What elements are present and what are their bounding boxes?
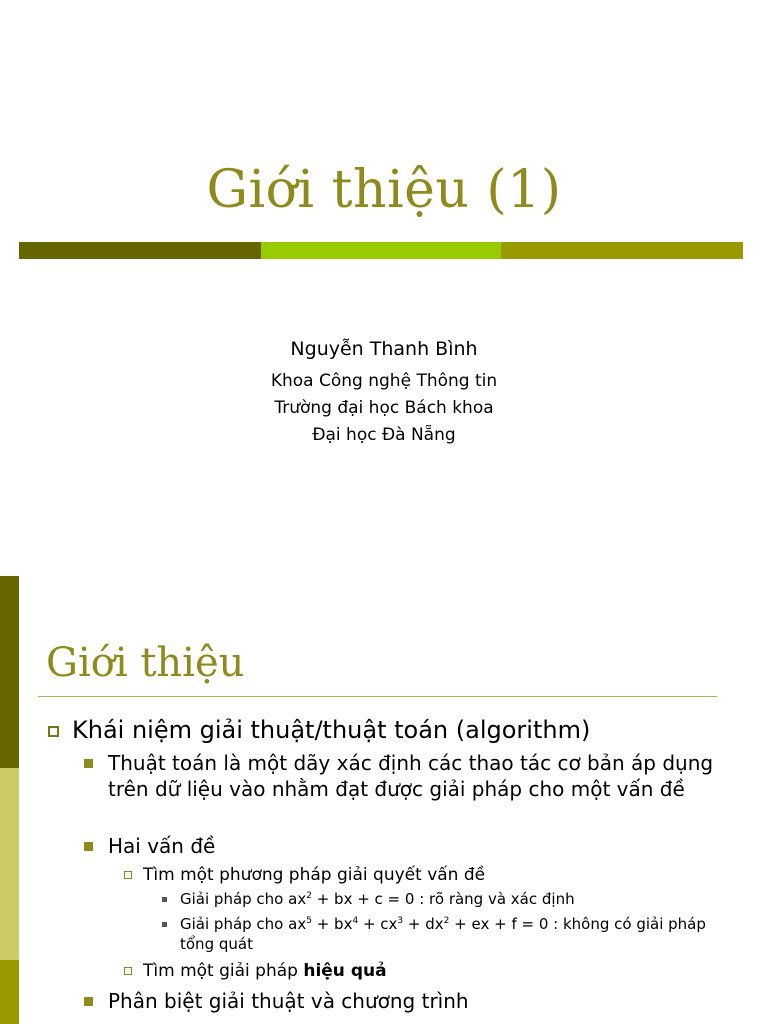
equation-text: + bx (311, 915, 353, 933)
title-divider (38, 696, 717, 697)
author-name: Nguyễn Thanh Bình (290, 338, 478, 360)
equation-text: Giải pháp cho ax (180, 915, 307, 933)
bullet-text: Thuật toán là một dãy xác định các thao tác cơ bản áp dụng trên dữ liệu vào nhằm đạt được giải pháp cho một vấn đề (108, 751, 714, 801)
band-segment-dark (19, 242, 261, 259)
text-run: Tìm một giải pháp (143, 961, 304, 981)
equation-text: + bx + c = 0 : rõ ràng và xác định (311, 890, 575, 908)
affiliation-line: Trường đại học Bách khoa (274, 398, 494, 418)
equation-text: Giải pháp cho ax (180, 890, 307, 908)
band-segment-light (261, 242, 501, 259)
equation-text: + ex + f = 0 : không có giải pháp tổng quát (180, 915, 706, 953)
bullet-level3 (124, 864, 485, 886)
small-square-bullet-icon (162, 897, 167, 902)
bullet-level3 (124, 960, 387, 982)
square-bullet-icon (84, 842, 93, 851)
hollow-square-bullet-icon (124, 967, 132, 975)
square-bullet-icon (84, 759, 93, 768)
bullet-level4 (162, 914, 722, 954)
band-segment-mid (501, 242, 743, 259)
sidebar-segment-light (0, 768, 19, 960)
exponent: 2 (443, 916, 450, 926)
bullet-level2 (84, 988, 714, 1014)
equation-text: + cx (358, 915, 398, 933)
square-bullet-icon (84, 997, 93, 1006)
hollow-square-bullet-icon (48, 726, 59, 737)
bullet-text: Phân biệt giải thuật và chương trình (108, 989, 469, 1013)
author-block (0, 338, 768, 449)
slide-title: Giới thiệu (1) (206, 160, 562, 220)
bullet-text: Tìm một phương pháp giải quyết vấn đề (143, 865, 486, 885)
bullet-level1 (48, 716, 590, 744)
slide-title: Giới thiệu (46, 640, 245, 686)
bullet-text (180, 914, 722, 954)
emphasis-text: hiệu quả (303, 961, 387, 981)
exponent: 3 (397, 916, 404, 926)
exponent: 4 (352, 916, 359, 926)
slide-sidebar (0, 576, 19, 1024)
bullet-text: Hai vấn đề (108, 834, 216, 858)
bullet-text (180, 889, 575, 909)
exponent: 5 (306, 916, 312, 926)
decorative-color-band (19, 242, 743, 259)
sidebar-segment-dark (0, 576, 19, 768)
bullet-text (143, 960, 387, 982)
affiliation-line: Khoa Công nghệ Thông tin (270, 371, 498, 391)
bullet-level4 (162, 889, 722, 909)
bullet-text: Khái niệm giải thuật/thuật toán (algorithm) (72, 716, 591, 744)
sidebar-segment-mid (0, 960, 19, 1024)
hollow-square-bullet-icon (124, 871, 132, 879)
bullet-level2 (84, 833, 714, 859)
exponent: 2 (306, 891, 312, 901)
affiliation-line: Đại học Đà Nẵng (312, 425, 456, 445)
bullet-level2 (84, 750, 714, 802)
small-square-bullet-icon (162, 922, 167, 927)
equation-text: + dx (403, 915, 444, 933)
